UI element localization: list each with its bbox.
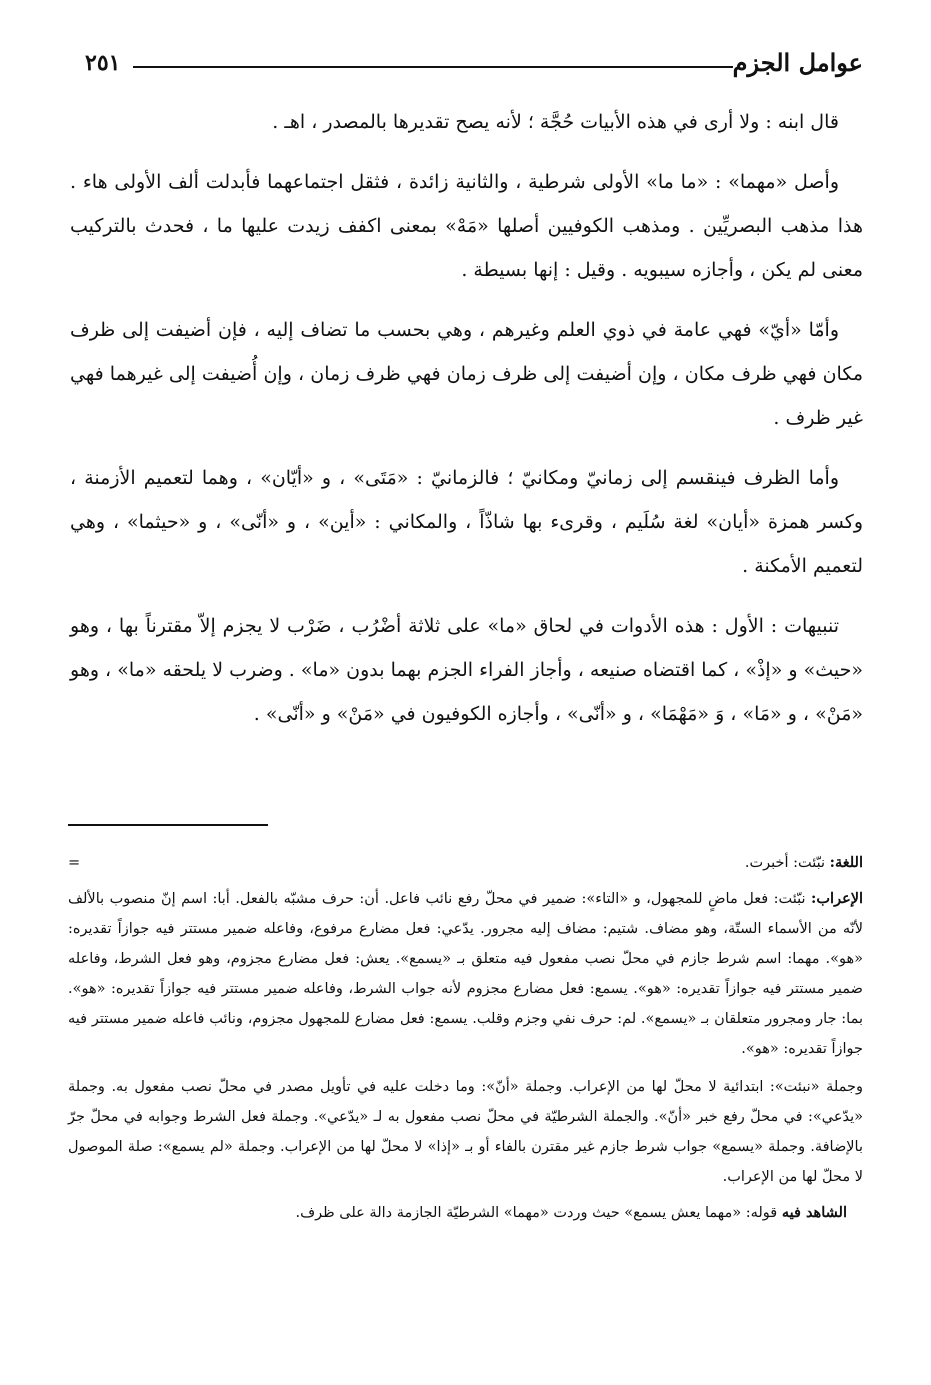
paragraph-ibnuhu: قال ابنه : ولا أرى في هذه الأبيات حُجَّة ؛ لأنه يصح تقديرها بالمصدر ، اهـ .: [272, 111, 839, 133]
footnotes: [68, 848, 863, 1228]
lugha-text: نبّئت: أخبرت.: [744, 855, 826, 871]
page-number: ٢٥١: [85, 50, 121, 76]
footnote-lugha: [68, 848, 863, 878]
irab-text: نبّئت: فعل ماضٍ للمجهول، و «التاء»: ضمير في محلّ رفع نائب فاعل. أن: حرف مشبّه بالفعل. أبا: اسم إنّ منصوب بالألف لأنّه من الأسماء الستّة، وهو مضاف. شتيم: مضاف إليه مجرور. يدّعي: فعل مضارع مرفوع، وفاعله ضمير مستتر فيه جوازاً تقديره: «هو». مهما: اسم شرط جازم في محلّ نصب مفعول فيه متعلق بـ «يسمع». يعش: فعل مضارع مجزوم، وهو فعل الشرط، وفاعله ضمير مستتر فيه جوازاً تقديره: «هو». يسمع: فعل مضارع مجزوم لأنه جواب الشرط، وفاعله ضمير مستتر فيه جوازاً تقديره: «هو». بما: جار ومجرور متعلقان بـ «يسمع». لم: حرف نفي وجزم وقلب. يسمع: فعل مضارع للمجهول مجزوم، ونائب فاعله ضمير مستتر فيه جوازاً تقديره: «هو».: [68, 891, 863, 1057]
header-rule: [133, 66, 733, 68]
shahid-text: قوله: «مهما يعش يسمع» حيث وردت «مهما» الشرطيّة الجازمة دالة على ظرف.: [295, 1205, 778, 1221]
footnote-shahid: [68, 1198, 863, 1228]
footnote-irab: [68, 884, 863, 1064]
main-text: [70, 100, 863, 752]
running-header: [85, 40, 863, 80]
footnote-jumal: وجملة «نبئت»: ابتدائية لا محلّ لها من الإعراب. وجملة «أنّ»: وما دخلت عليه في تأويل مصدر في محلّ نصب مفعول به. وجملة «يدّعي»: في محلّ رفع خبر «أنّ». والجملة الشرطيّة في محلّ نصب مفعول به لـ «يدّعي». وجملة فعل الشرط وجوابه في محلّ جرّ بالإضافة. وجملة «يسمع» جواب شرط جازم غير مقترن بالفاء أو بـ «إذا» لا محلّ لها من الإعراب. وجملة «لم يسمع»: صلة الموصول لا محلّ لها من الإعراب.: [68, 1079, 863, 1185]
irab-label: الإعراب:: [811, 890, 864, 907]
chapter-title: عوامل الجزم: [732, 48, 863, 77]
paragraph-tanbihat: تنبيهات : الأول : هذه الأدوات في لحاق «ما» على ثلاثة أضْرُب ، ضَرْب لا يجزم إلاّ مقترناً بها ، وهو «حيث» و «إذْ» ، كما اقتضاه صنيعه ، وأجاز الفراء الجزم بهما بدون «ما» . وضرب لا يلحقه «ما» ، وهو «مَنْ» ، و «مَا» ، وَ «مَهْمَا» ، و «أنّى» ، وأجازه الكوفيون في «مَنْ» و «أنّى» .: [70, 615, 863, 725]
shahid-label: الشاهد فيه: [781, 1204, 847, 1221]
paragraph-zarf: وأما الظرف فينقسم إلى زمانيّ ومكانيّ ؛ فالزمانيّ : «مَتَى» ، و «أيّان» ، وهما لتعميم الأزمنة ، وكسر همزة «أيان» لغة سُلَيم ، وقرىء بها شاذّاً ، والمكاني : «أين» ، و «أنّى» ، و «حيثما» ، وهي لتعميم الأمكنة .: [70, 467, 864, 577]
lugha-label: اللغة:: [829, 854, 863, 871]
paragraph-mahma: وأصل «مهما» : «ما ما» الأولى شرطية ، والثانية زائدة ، فثقل اجتماعهما فأبدلت ألف الأولى هاء . هذا مذهب البصريِّين . ومذهب الكوفيين أصلها «مَهْ» بمعنى اكفف زيدت عليها ما ، فحدث بالتركيب معنى لم يكن ، وأجازه سيبويه . وقيل : إنها بسيطة .: [70, 171, 863, 281]
paragraph-ayy: وأمّا «أيّ» فهي عامة في ذوي العلم وغيرهم ، وهي بحسب ما تضاف إليه ، فإن أضيفت إلى ظرف مكان فهي ظرف مكان ، وإن أضيفت إلى ظرف زمان فهي ظرف زمان ، وإن أُضيفت إلى غيرهما فهي غير ظرف .: [70, 319, 863, 429]
continuation-marker: =: [68, 855, 81, 871]
footnote-rule: [68, 824, 268, 826]
